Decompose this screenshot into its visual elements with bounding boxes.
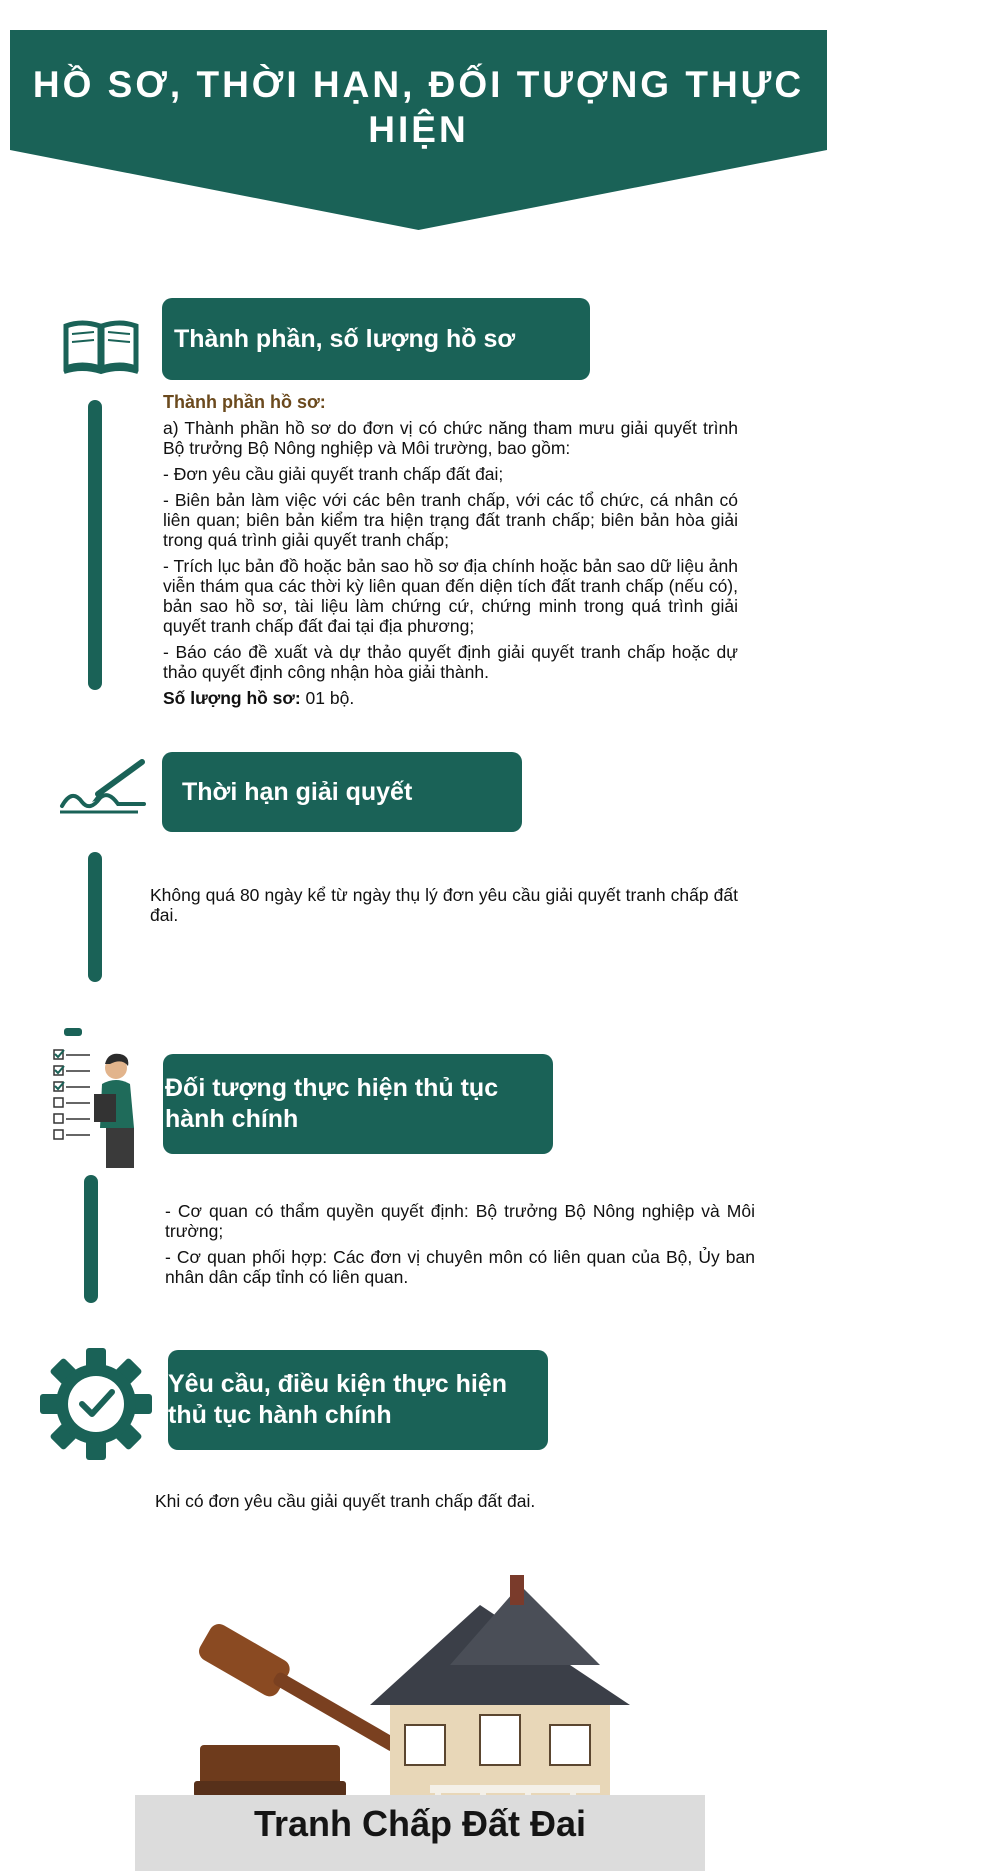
so-luong-label: Số lượng hồ sơ: bbox=[163, 688, 301, 708]
doi-tuong-content bbox=[165, 1201, 755, 1293]
book-icon bbox=[62, 318, 140, 376]
timeline-bar bbox=[88, 400, 102, 690]
thoi-han-content bbox=[150, 885, 738, 931]
section-heading-label: Đối tượng thực hiện thủ tục hành chính bbox=[165, 1074, 499, 1133]
paragraph: - Báo cáo đề xuất và dự thảo quyết định giải quyết tranh chấp hoặc dự thảo quyết định công nhận hòa giải thành. bbox=[163, 642, 738, 682]
paragraph: Khi có đơn yêu cầu giải quyết tranh chấp đất đai. bbox=[155, 1491, 536, 1511]
section-heading-thoi-han bbox=[162, 752, 522, 832]
yeu-cau-content bbox=[155, 1491, 745, 1517]
checklist-person-icon bbox=[50, 1028, 150, 1168]
section-heading-ho-so bbox=[162, 298, 590, 380]
paragraph: - Đơn yêu cầu giải quyết tranh chấp đất đai; bbox=[163, 464, 504, 484]
gear-check-icon bbox=[40, 1348, 152, 1460]
ho-so-content bbox=[163, 392, 738, 714]
paragraph: a) Thành phần hồ sơ do đơn vị có chức năng tham mưu giải quyết trình Bộ trưởng Bộ Nông nghiệp và Môi trường, bao gồm: bbox=[163, 418, 738, 458]
so-luong-line bbox=[163, 688, 738, 708]
illustration-caption: Tranh Chấp Đất Đai bbox=[253, 1803, 587, 1844]
timeline-bar bbox=[88, 852, 102, 982]
section-heading-label: Thành phần, số lượng hồ sơ bbox=[174, 324, 516, 353]
page-title: HỒ SƠ, THỜI HẠN, ĐỐI TƯỢNG THỰC HIỆN bbox=[32, 64, 805, 150]
signature-pen-icon bbox=[58, 758, 148, 814]
section-heading-doi-tuong bbox=[163, 1054, 553, 1154]
paragraph: - Cơ quan phối hợp: Các đơn vị chuyên môn có liên quan của Bộ, Ủy ban nhân dân cấp tỉnh có liên quan. bbox=[165, 1247, 755, 1287]
section-heading-yeu-cau bbox=[168, 1350, 548, 1450]
paragraph: - Biên bản làm việc với các bên tranh chấp, với các tổ chức, cá nhân có liên quan; biên bản kiểm tra hiện trạng đất tranh chấp; biên bản hòa giải trong quá trình giải quyết tranh chấp; bbox=[163, 490, 738, 550]
paragraph: Không quá 80 ngày kể từ ngày thụ lý đơn yêu cầu giải quyết tranh chấp đất đai. bbox=[150, 885, 738, 925]
so-luong-value: 01 bộ. bbox=[300, 688, 355, 708]
paragraph: - Trích lục bản đồ hoặc bản sao hồ sơ địa chính hoặc bản sao dữ liệu ảnh viễn thám qua các thời kỳ liên quan đến diện tích đất tranh chấp (nếu có), bản sao hồ sơ, tài liệu làm chứng cứ, chứng minh trong quá trình giải quyết tranh chấp đất đai tại địa phương; bbox=[163, 556, 738, 636]
timeline-bar bbox=[84, 1175, 98, 1303]
sub-label: Thành phần hồ sơ: bbox=[163, 392, 326, 412]
section-heading-label: Thời hạn giải quyết bbox=[182, 777, 413, 806]
paragraph: - Cơ quan có thẩm quyền quyết định: Bộ trưởng Bộ Nông nghiệp và Môi trường; bbox=[165, 1201, 755, 1241]
section-heading-label: Yêu cầu, điều kiện thực hiện thủ tục hành chính bbox=[168, 1370, 508, 1429]
